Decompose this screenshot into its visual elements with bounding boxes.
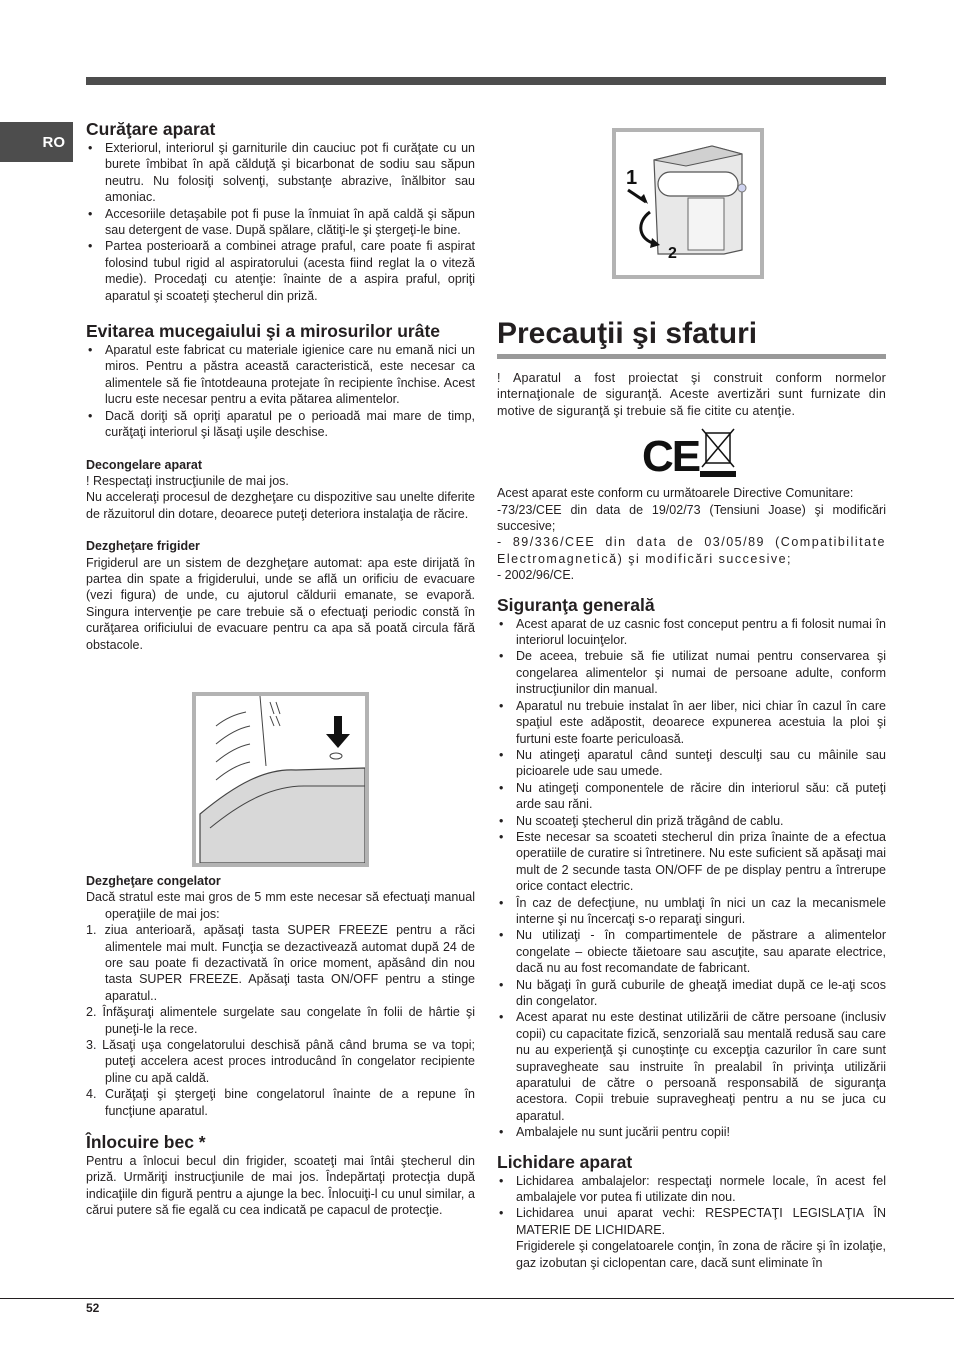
footer-rule	[0, 1298, 954, 1299]
subsection-title-freezer-defrost: Dezgheţare congelator	[86, 873, 221, 888]
list-item: • Este necesar sa scoateti stecherul din priza înainte de a efectua operatiile de curatire si întretinere. Nu este suficient să apăsaţi mai mult de 2 secunde tasta ON/OFF de pe display pentru a întrerupe orice contact electric.	[497, 829, 886, 895]
page-title: Precauţii şi sfaturi	[497, 314, 886, 359]
list-item: • De aceea, trebuie să fie utilizat numai pentru conservarea şi congelarea alimentelor şi numai de persoane adulte, conform instrucţiunilor din manual.	[497, 648, 886, 697]
directive-line: - 2002/96/CE.	[497, 568, 575, 583]
safety-intro: ! Aparatul a fost proiectat şi construit conform normelor internaţionale de siguranţă. Aceste avertizări sunt furnizate din motive de siguranţă şi trebuie să fie citite cu atenţie.	[497, 371, 886, 418]
crossed-bin-icon	[700, 429, 736, 477]
list-item: 4. Curăţaţi şi ştergeţi bine congelatorul înainte de a repune în funcţiune aparatul.	[86, 1087, 475, 1118]
list-item: • Nu atingeţi aparatul când sunteţi desculţi sau cu mâinile sau picioarele ude sau umede.	[497, 747, 886, 780]
ce-weee-marks	[497, 425, 886, 479]
list-item: • Acest aparat nu este destinat utilizării de către persoane (inclusiv copii) cu capacitate fizică, senzorială sau mentală redusă sau care nu au experienţă şi cunoştinţe cu excepţia cazurilor în care sunt supravegheate sau instruite în prealabil în privinţa utilizării aparatului de către o persoană responsabilă de siguranţa acestora. Copii trebuie supravegheaţi pentru a nu se juca cu aparatul.	[497, 1009, 886, 1124]
list-item: • Acest aparat de uz casnic fost conceput pentru a fi folosit numai în interiorul locuinţelor.	[497, 616, 886, 649]
list-item: • Nu atingeţi componentele de răcire din interiorul său: că puteţi arde sau răni.	[497, 780, 886, 813]
top-rule	[86, 77, 886, 85]
list-item: • Nu utilizaţi - în compartimentele de păstrare a alimentelor congelate – obiecte tăietoare sau ascuţite, sau aparate electrice, dacă nu au fost recomandate de fabricant.	[497, 927, 886, 976]
page-number: 52	[86, 1301, 100, 1315]
section-title-general-safety: Siguranţa generală	[497, 594, 655, 615]
directive-line: Acest aparat este conform cu următoarele Directive Comunitare:	[497, 486, 854, 501]
list-item: • Aparatul nu trebuie instalat în aer liber, nici chiar în cazul în care spaţiul este adăpostit, deoarece expunerea acestuia la ploi şi furtuni este foarte periculoasă.	[497, 698, 886, 747]
list-item: • Aparatul este fabricat cu materiale igienice care nu emană nici un miros. Pentru a păstra această caracteristică, este necesar ca alimentele să fie întotdeauna protejate în recipiente închise. Acest lucru este necesar pentru a evita pătarea alimentelor.	[86, 342, 475, 408]
drain-hole-figure	[192, 692, 369, 867]
right-column	[497, 370, 886, 1271]
ce-mark-icon	[642, 425, 742, 479]
list-item: • Exteriorul, interiorul şi garniturile din cauciuc pot fi curăţate cu un burete îmbibat în apă călduţă şi bicarbonat de sodiu sau săpun neutru. Nu folosiţi solvenţi, substanţe abrazive, înălbitor sau amoniac.	[86, 140, 475, 206]
list-item: 2. Înfăşuraţi alimentele surgelate sau congelate în folii de hârtie şi puneţi-le la rece.	[86, 1005, 475, 1036]
section-title-cleaning: Curăţare aparat	[86, 119, 216, 139]
directive-line: - 89/336/CEE din data de 03/05/89 (Compatibilitate Electromagnetică) şi modificări succesive;	[497, 535, 886, 566]
figure-label-2: 2	[668, 245, 677, 262]
defrost-note: ! Respectaţi instrucţiunile de mai jos.	[86, 473, 289, 488]
section-title-bulb: Înlocuire bec *	[86, 1132, 206, 1153]
disposal-continuation: Frigiderele şi congelatoarele conţin, în zona de răcire şi în izolaţie, gaz izobutan şi ciclopentan care, dacă sunt eliminate în	[516, 1239, 886, 1270]
list-item: • Nu băgaţi în gură cuburile de gheaţă imediat după ce le-aţi scos din congelator.	[497, 977, 886, 1010]
list-item: • Nu scoateţi ştecherul din priză trăgând de cablu.	[497, 813, 886, 829]
defrost-text: Nu acceleraţi procesul de dezgheţare cu dispozitive sau unelte diferite de răzuitorul din dotare, deoarece puteţi deteriora instalaţia de răcire.	[86, 490, 475, 521]
left-column	[86, 118, 475, 1219]
list-item: • Ambalajele nu sunt jucării pentru copii!	[497, 1124, 886, 1140]
cleaning-list	[86, 140, 475, 304]
svg-text:CE: CE	[641, 432, 699, 480]
mould-list	[86, 342, 475, 440]
disposal-list	[497, 1173, 886, 1239]
section-title-mould: Evitarea mucegaiului şi a mirosurilor urâte	[86, 321, 441, 342]
general-safety-list	[497, 616, 886, 1141]
list-item: • Lichidarea ambalajelor: respectaţi normele locale, în acest fel ambalajele vor putea fi utilizate din nou.	[497, 1173, 886, 1206]
list-item: • Partea posterioară a combinei atrage praful, care poate fi aspirat folosind tubul rigid al aspiratorului (acesta fiind reglat la o viteză medie). Procedaţi cu atenţie: înainte de a aspira praful, opriţi aparatul şi scoateţi ştecherul din priză.	[86, 238, 475, 304]
list-item: • Dacă doriţi să opriţi aparatul pe o perioadă mai mare de timp, curăţaţi interiorul şi lăsaţi uşile deschise.	[86, 408, 475, 441]
bulb-text: Pentru a înlocui becul din frigider, scoateţi mai întâi ştecherul din priză. Urmăriţi instrucţiunile de mai jos. Îndepărtaţi protecţia după indicaţiile din figură pentru a ajunge la bec. Înlocuiţi-l cu unul similar, a cărui putere să fie egală cu cea indicată pe capacul de protecţie.	[86, 1154, 475, 1218]
bulb-cover-figure	[612, 128, 764, 279]
subsection-title-fridge-defrost: Dezgheţare frigider	[86, 539, 200, 554]
freezer-steps	[86, 889, 475, 1119]
fridge-defrost-text: Frigiderul are un sistem de dezgheţare automat: apa este dirijată în partea din spate a frigiderului, unde se află un orificiu de evacuare (vezi figura) de unde, cu ajutorul căldurii emanate, se evaporă. Singura intervenţie pe care trebuie să o efectuaţi periodic constă în curăţarea orificiului de evacuare pentru ca apa să poată circula fără obstacole.	[86, 555, 475, 652]
freezer-intro: Dacă stratul este mai gros de 5 mm este necesar să efectuaţi manual operaţiile de mai jos:	[86, 890, 475, 921]
list-item: 1. ziua anterioară, apăsaţi tasta SUPER FREEZE pentru a răci alimentele mai mult. Funcţia se dezactivează automat după 24 de ore sau poate fi dezactivată în orice moment, apăsând din nou tasta SUPER FREEZE. Apăsaţi tasta ON/OFF pentru a stinge aparatul..	[86, 923, 475, 1003]
list-item: • Lichidarea unui aparat vechi: RESPECTAŢI LEGISLAŢIA ÎN MATERIE DE LICHIDARE.	[497, 1205, 886, 1238]
list-item: • Accesoriile detaşabile pot fi puse la înmuiat în apă caldă şi săpun sau detergent de vase. După spălare, clătiţi-le şi ştergeţi-le bine.	[86, 206, 475, 239]
section-title-disposal: Lichidare aparat	[497, 1151, 633, 1172]
directive-line: -73/23/CEE din data de 19/02/73 (Tensiuni Joase) şi modificări succesive;	[497, 502, 886, 534]
list-item: • În caz de defecţiune, nu umblaţi în nici un caz la mecanismele interne şi nu încercaţi s-o reparaţi singuri.	[497, 895, 886, 928]
language-tab: RO	[0, 122, 73, 162]
subsection-title-defrost: Decongelare aparat	[86, 457, 203, 472]
list-item: 3. Lăsaţi uşa congelatorului deschisă până când bruma se va topi; puteţi accelera acest proces introducând în congelator recipiente pline cu apă caldă.	[86, 1038, 475, 1085]
figure-label-1: 1	[626, 167, 638, 189]
